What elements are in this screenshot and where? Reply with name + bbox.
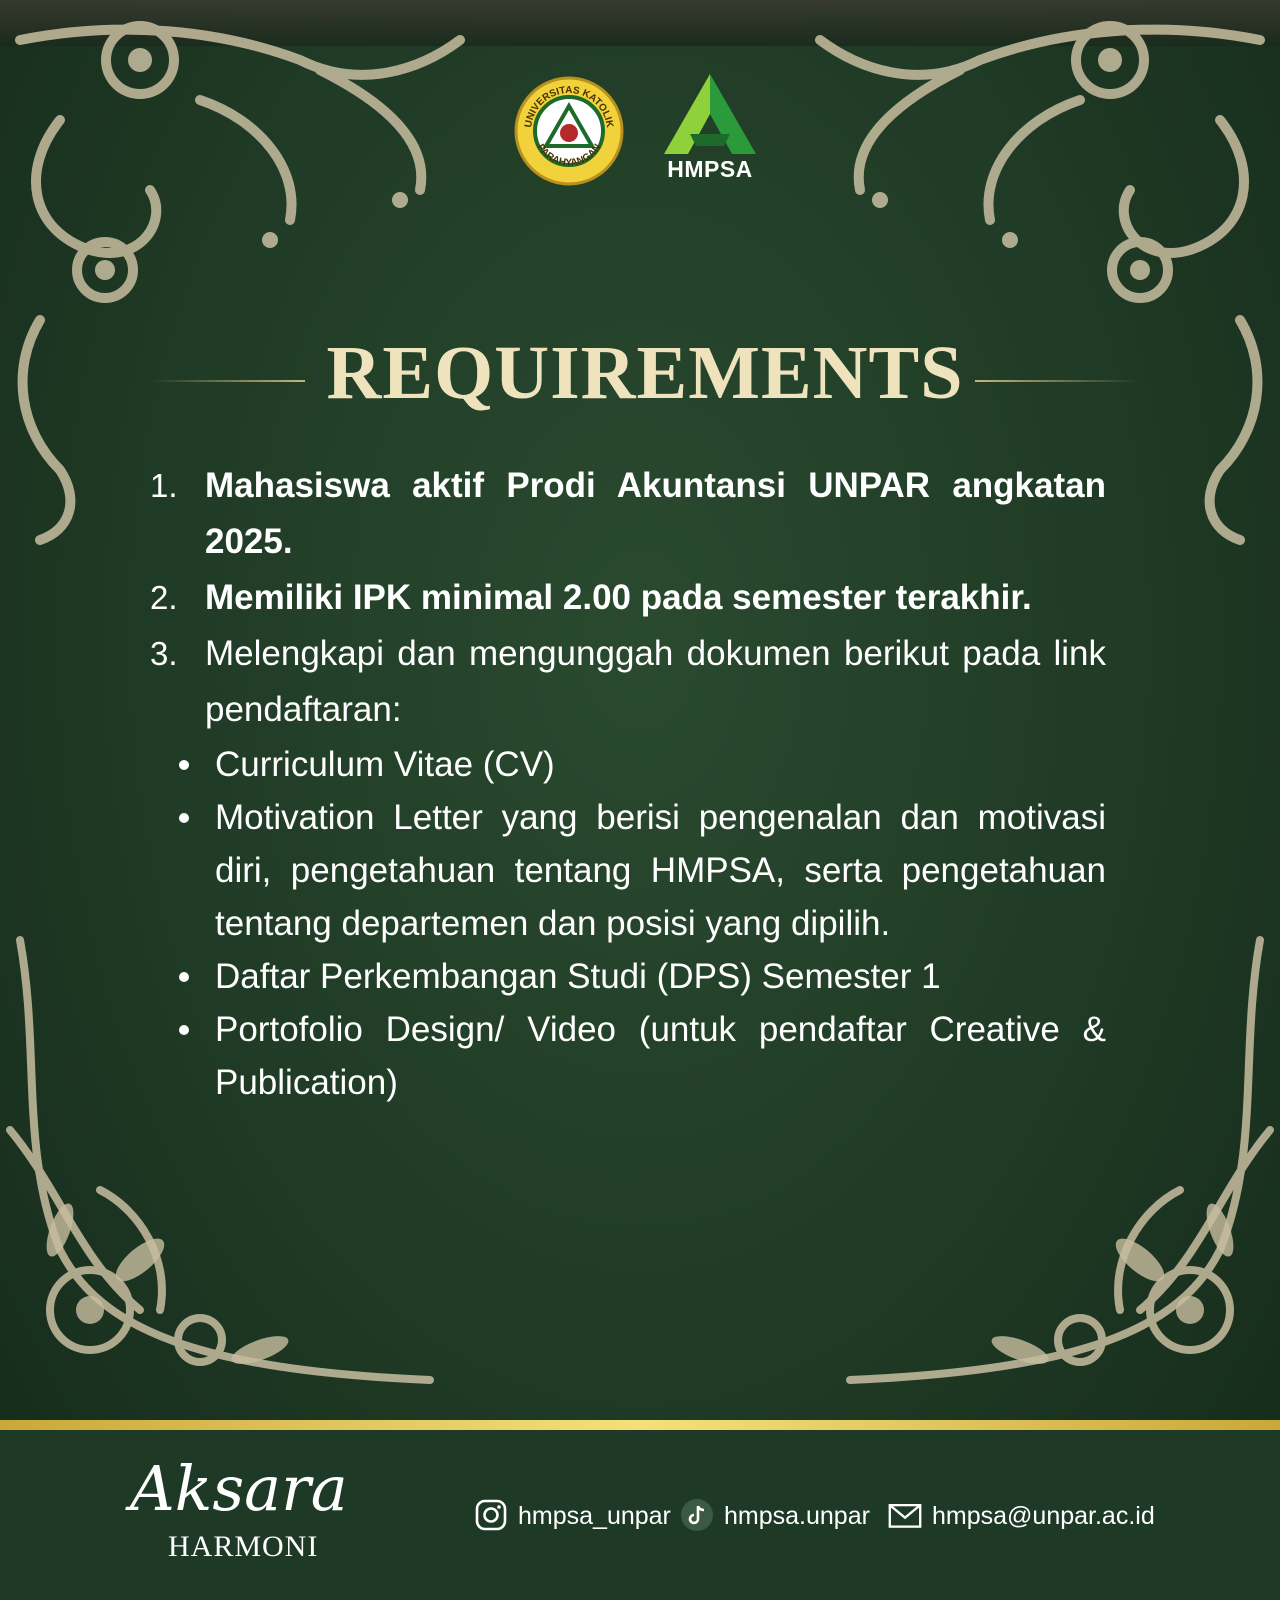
- document-text: Portofolio Design/ Video (untuk pendaftar Creative & Publication): [215, 1010, 1106, 1102]
- instagram-link[interactable]: [474, 1498, 674, 1538]
- page-title: REQUIREMENTS: [326, 331, 964, 415]
- document-item: [150, 950, 1106, 1003]
- bullet-dot: [179, 813, 189, 823]
- unpar-seal-top-text: UNIVERSITAS KATOLIK: [523, 84, 615, 129]
- title-rule-right: [975, 380, 1140, 382]
- hmpsa-logo: [660, 72, 760, 184]
- unpar-seal-logo: [514, 76, 624, 186]
- requirements-list: [150, 458, 1106, 1109]
- gold-divider: [0, 1420, 1280, 1430]
- brand-script: Aksara: [130, 1452, 348, 1525]
- requirement-item: [150, 626, 1106, 738]
- mail-icon: [888, 1498, 922, 1532]
- email-link[interactable]: [888, 1498, 1158, 1538]
- document-list: [150, 738, 1106, 1109]
- document-text: Motivation Letter yang berisi pengenalan dan motivasi diri, pengetahuan tentang HMPSA, serta pengetahuan tentang departemen dan posisi yang dipilih.: [215, 798, 1106, 943]
- requirement-number: 2.: [150, 579, 178, 616]
- brand-subtitle: HARMONI: [168, 1530, 319, 1563]
- requirement-item: [150, 570, 1106, 626]
- bullet-dot: [179, 760, 189, 770]
- unpar-seal-bottom-text: PARAHYANGAN: [534, 142, 604, 169]
- document-item: [150, 738, 1106, 791]
- requirement-number: 3.: [150, 635, 178, 672]
- instagram-handle: hmpsa_unpar: [518, 1502, 671, 1530]
- title-block: [150, 330, 1140, 420]
- logo-row: [0, 72, 1280, 192]
- tiktok-link[interactable]: [680, 1498, 880, 1538]
- bullet-dot: [179, 1025, 189, 1035]
- hmpsa-label: HMPSA: [667, 156, 753, 182]
- requirement-item: [150, 458, 1106, 570]
- document-text: Daftar Perkembangan Studi (DPS) Semester 1: [215, 957, 941, 996]
- requirement-text: Memiliki IPK minimal 2.00 pada semester terakhir.: [205, 578, 1032, 617]
- document-text: Curriculum Vitae (CV): [215, 745, 555, 784]
- tiktok-handle: hmpsa.unpar: [724, 1502, 870, 1530]
- tiktok-icon: [680, 1498, 714, 1532]
- document-item: [150, 791, 1106, 950]
- email-address: hmpsa@unpar.ac.id: [932, 1502, 1155, 1530]
- requirement-text: Mahasiswa aktif Prodi Akuntansi UNPAR angkatan 2025.: [205, 466, 1106, 561]
- requirement-text: Melengkapi dan mengunggah dokumen berikut pada link pendaftaran:: [205, 634, 1106, 729]
- footer: [0, 1430, 1280, 1600]
- instagram-icon: [474, 1498, 508, 1532]
- requirement-number: 1.: [150, 467, 178, 504]
- document-item: [150, 1003, 1106, 1109]
- bullet-dot: [179, 972, 189, 982]
- hmpsa-triangle-mark: [660, 72, 760, 158]
